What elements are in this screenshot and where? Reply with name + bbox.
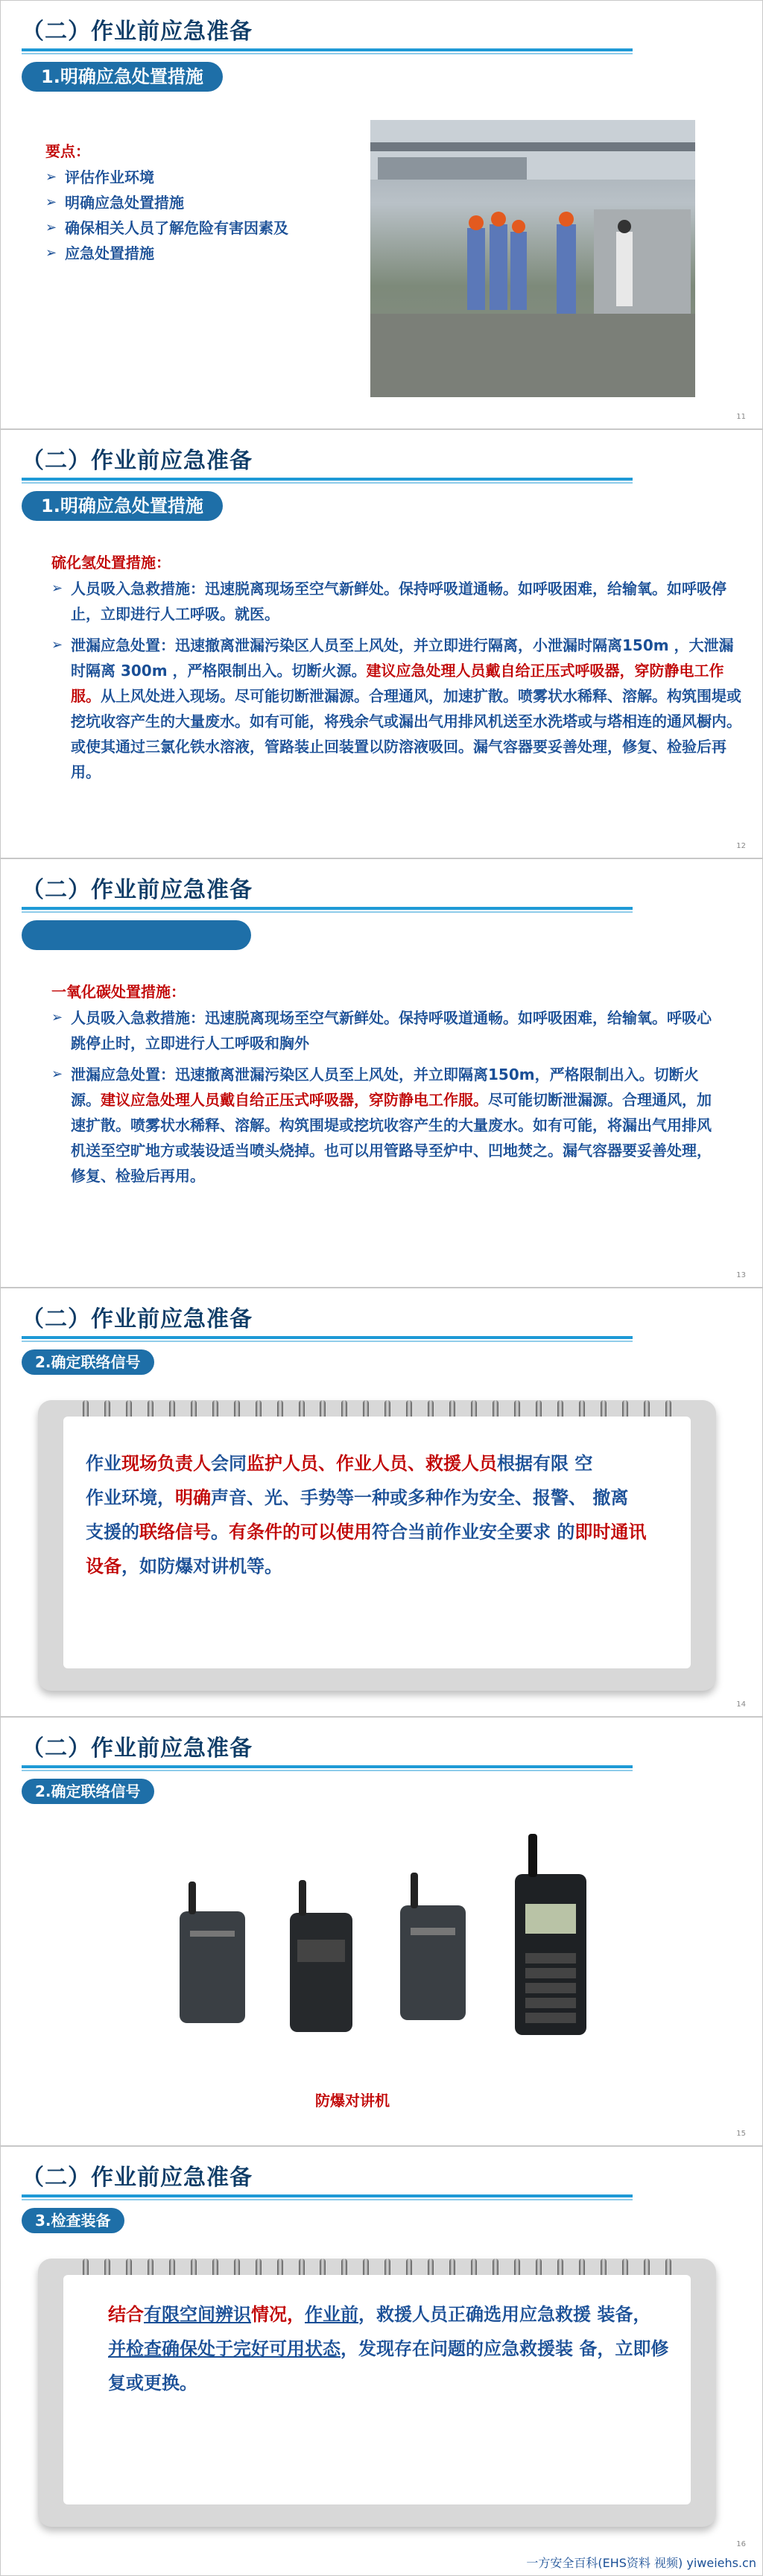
slide-2: [0, 429, 763, 858]
slide-title: （二）作业前应急准备: [22, 1735, 253, 1762]
text-segment: 并检查确保处于完好可用状态: [108, 2338, 341, 2359]
slide-1: [0, 0, 763, 429]
title-underline: [22, 1336, 633, 1339]
text-line: [108, 2332, 676, 2366]
text-segment: ，发现存在问题的应急救援装 备，立即修: [341, 2338, 669, 2359]
title-underline-thin: [22, 482, 633, 484]
notebook-paper: [63, 2275, 691, 2504]
slide-6: [0, 2146, 763, 2576]
key-points-list: [45, 165, 358, 266]
title-underline: [22, 2194, 633, 2197]
text-segment: 情况，: [251, 2304, 305, 2325]
text-segment: 作业环境，: [86, 1487, 175, 1508]
slide-4: [0, 1288, 763, 1717]
section-pill: 1.明确应急处置措施: [22, 491, 223, 521]
text-segment: 有条件的可以使用: [229, 1522, 372, 1542]
list-item: [51, 1005, 715, 1056]
title-underline-thin: [22, 1770, 633, 1771]
text-segment: 符合当前作业安全要求 的: [372, 1522, 575, 1542]
site-photo: [370, 120, 695, 397]
page-number: 11: [736, 413, 746, 421]
workers-illustration: [370, 120, 695, 397]
slide-title: （二）作业前应急准备: [22, 877, 253, 903]
text-segment: 。: [211, 1522, 229, 1542]
first-aid-text: 人员吸入急救措施：迅速脱离现场至空气新鲜处。保持呼吸道通畅。如呼吸困难，给输氧。如呼吸停止，立即进行人工呼吸。就医。: [71, 580, 726, 623]
text-segment: 作业: [86, 1453, 121, 1474]
leak-text-highlight: 建议应急处理人员戴自给正压式呼吸器，穿防静电工作服。: [101, 1091, 488, 1109]
first-aid-text: 人员吸入急救措施：迅速脱离现场至空气新鲜处。保持呼吸道通畅。如呼吸困难，给输氧。呼吸心跳停止时，立即进行人工呼吸和胸外: [71, 1009, 712, 1052]
text-segment: 支援的: [86, 1522, 139, 1542]
section-pill: 3.检查装备: [22, 2208, 124, 2233]
title-underline-thin: [22, 911, 633, 913]
title-underline-thin: [22, 2199, 633, 2200]
text-line: [108, 2366, 676, 2400]
section-pill: 2.确定联络信号: [22, 1779, 154, 1804]
section-heading: 硫化氢处置措施：: [51, 554, 171, 572]
text-line: [86, 1549, 676, 1583]
slide-5: [0, 1717, 763, 2146]
key-points-label: 要点：: [45, 142, 90, 160]
notebook-card: [38, 2259, 716, 2527]
page-number: 12: [736, 842, 746, 850]
notebook-text: [108, 2297, 676, 2400]
text-segment: 明确: [175, 1487, 211, 1508]
page-number: 14: [736, 1700, 746, 1709]
text-segment: 设备: [86, 1556, 121, 1577]
text-segment: 作业前: [305, 2304, 358, 2325]
notebook-card: [38, 1400, 716, 1691]
title-underline: [22, 907, 633, 910]
text-line: [86, 1515, 676, 1549]
text-segment: 联络信号: [139, 1522, 211, 1542]
page-number: 16: [736, 2540, 746, 2548]
leak-text-highlight: 建议应急处理人员戴自给正压式呼吸器，穿防静电工作服。: [71, 662, 724, 705]
page-number: 13: [736, 1271, 746, 1279]
radio-device-2: [290, 1913, 352, 2032]
title-underline-thin: [22, 1341, 633, 1342]
text-segment: 根据有限 空: [497, 1453, 593, 1474]
text-segment: 结合: [108, 2304, 144, 2325]
notebook-text: [86, 1446, 676, 1583]
title-underline: [22, 1765, 633, 1768]
measures-list: [51, 576, 744, 785]
slide-3: [0, 858, 763, 1288]
footer-watermark-link[interactable]: 一方安全百科(EHS资料 视频) yiweiehs.cn: [526, 2556, 756, 2570]
leak-text-c: 尽可能切断泄漏源。合理通风，加速扩散。喷雾状水稀释、溶解。构筑围堤或挖坑收容产生的大量废水。如有可能，将漏出气用排风机送至空旷地方或装设适当喷头烧掉。也可以用管路导至炉中、凹地焚之。漏气容器要妥善处理，修复、检验后再用。: [71, 1091, 712, 1185]
list-item: ➢ 评估作业环境: [45, 165, 358, 190]
section-pill: 2.确定联络信号: [22, 1349, 154, 1375]
text-segment: 现场负责人: [121, 1453, 211, 1474]
text-segment: 复或更换。: [108, 2373, 197, 2393]
leak-text-a: 泄漏应急处置：迅速撤离泄漏污染区人员至上风处，并立即进行隔离，小泄漏时隔离150m ，大泄漏时隔离 300m ，严格限制出入。切断火源。: [71, 636, 734, 680]
title-underline: [22, 478, 633, 481]
text-line: [86, 1481, 676, 1515]
page-number: 15: [736, 2130, 746, 2138]
section-pill: [22, 920, 251, 950]
list-item: [51, 1062, 715, 1189]
radio-device-4: [515, 1874, 586, 2035]
slide-title: （二）作业前应急准备: [22, 448, 253, 474]
list-item: ➢ 确保相关人员了解危险有害因素及: [45, 215, 358, 241]
leak-text-a: 泄漏应急处置：迅速撤离泄漏污染区人员至上风处，并立即隔离150m，严格限制出入。切断火源。: [71, 1066, 699, 1109]
slide-title: （二）作业前应急准备: [22, 19, 253, 45]
text-segment: 声音、光、手势等一种或多种作为安全、报警、 撤离: [211, 1487, 629, 1508]
radio-device-3: [400, 1905, 466, 2020]
text-segment: ，救援人员正确选用应急救援 装备，: [358, 2304, 651, 2325]
radio-device-1: [180, 1911, 245, 2023]
text-segment: 即时通讯: [574, 1522, 647, 1542]
title-underline-thin: [22, 53, 633, 54]
list-item: ➢ 应急处置措施: [45, 241, 358, 266]
list-item: [51, 633, 744, 785]
title-underline: [22, 48, 633, 51]
text-line: [86, 1446, 676, 1481]
list-item: ➢ 明确应急处置措施: [45, 190, 358, 215]
list-item: [51, 576, 744, 627]
text-line: [108, 2297, 676, 2332]
notebook-paper: [63, 1417, 691, 1668]
text-segment: 监护人员、作业人员、救援人员: [247, 1453, 497, 1474]
section-heading: 一氧化碳处置措施：: [51, 983, 186, 1001]
text-segment: 有限空间辨识: [144, 2304, 251, 2325]
text-segment: ，如防爆对讲机等。: [121, 1556, 282, 1577]
image-caption: 防爆对讲机: [315, 2092, 390, 2110]
slide-title: （二）作业前应急准备: [22, 2165, 253, 2191]
section-pill: 1.明确应急处置措施: [22, 62, 223, 92]
leak-text-c: 从上风处进入现场。尽可能切断泄漏源。合理通风，加速扩散。喷雾状水稀释、溶解。构筑围堤或挖坑收容产生的大量废水。如有可能，将残余气或漏出气用排风机送至水洗塔或与塔相连的通风橱内。或使其通过三氯化铁水溶液，管路装止回装置以防溶液吸回。漏气容器要妥善处理，修复、检验后再用。: [71, 687, 741, 781]
measures-list: [51, 1005, 715, 1189]
text-segment: 会同: [211, 1453, 247, 1474]
slide-title: （二）作业前应急准备: [22, 1306, 253, 1332]
